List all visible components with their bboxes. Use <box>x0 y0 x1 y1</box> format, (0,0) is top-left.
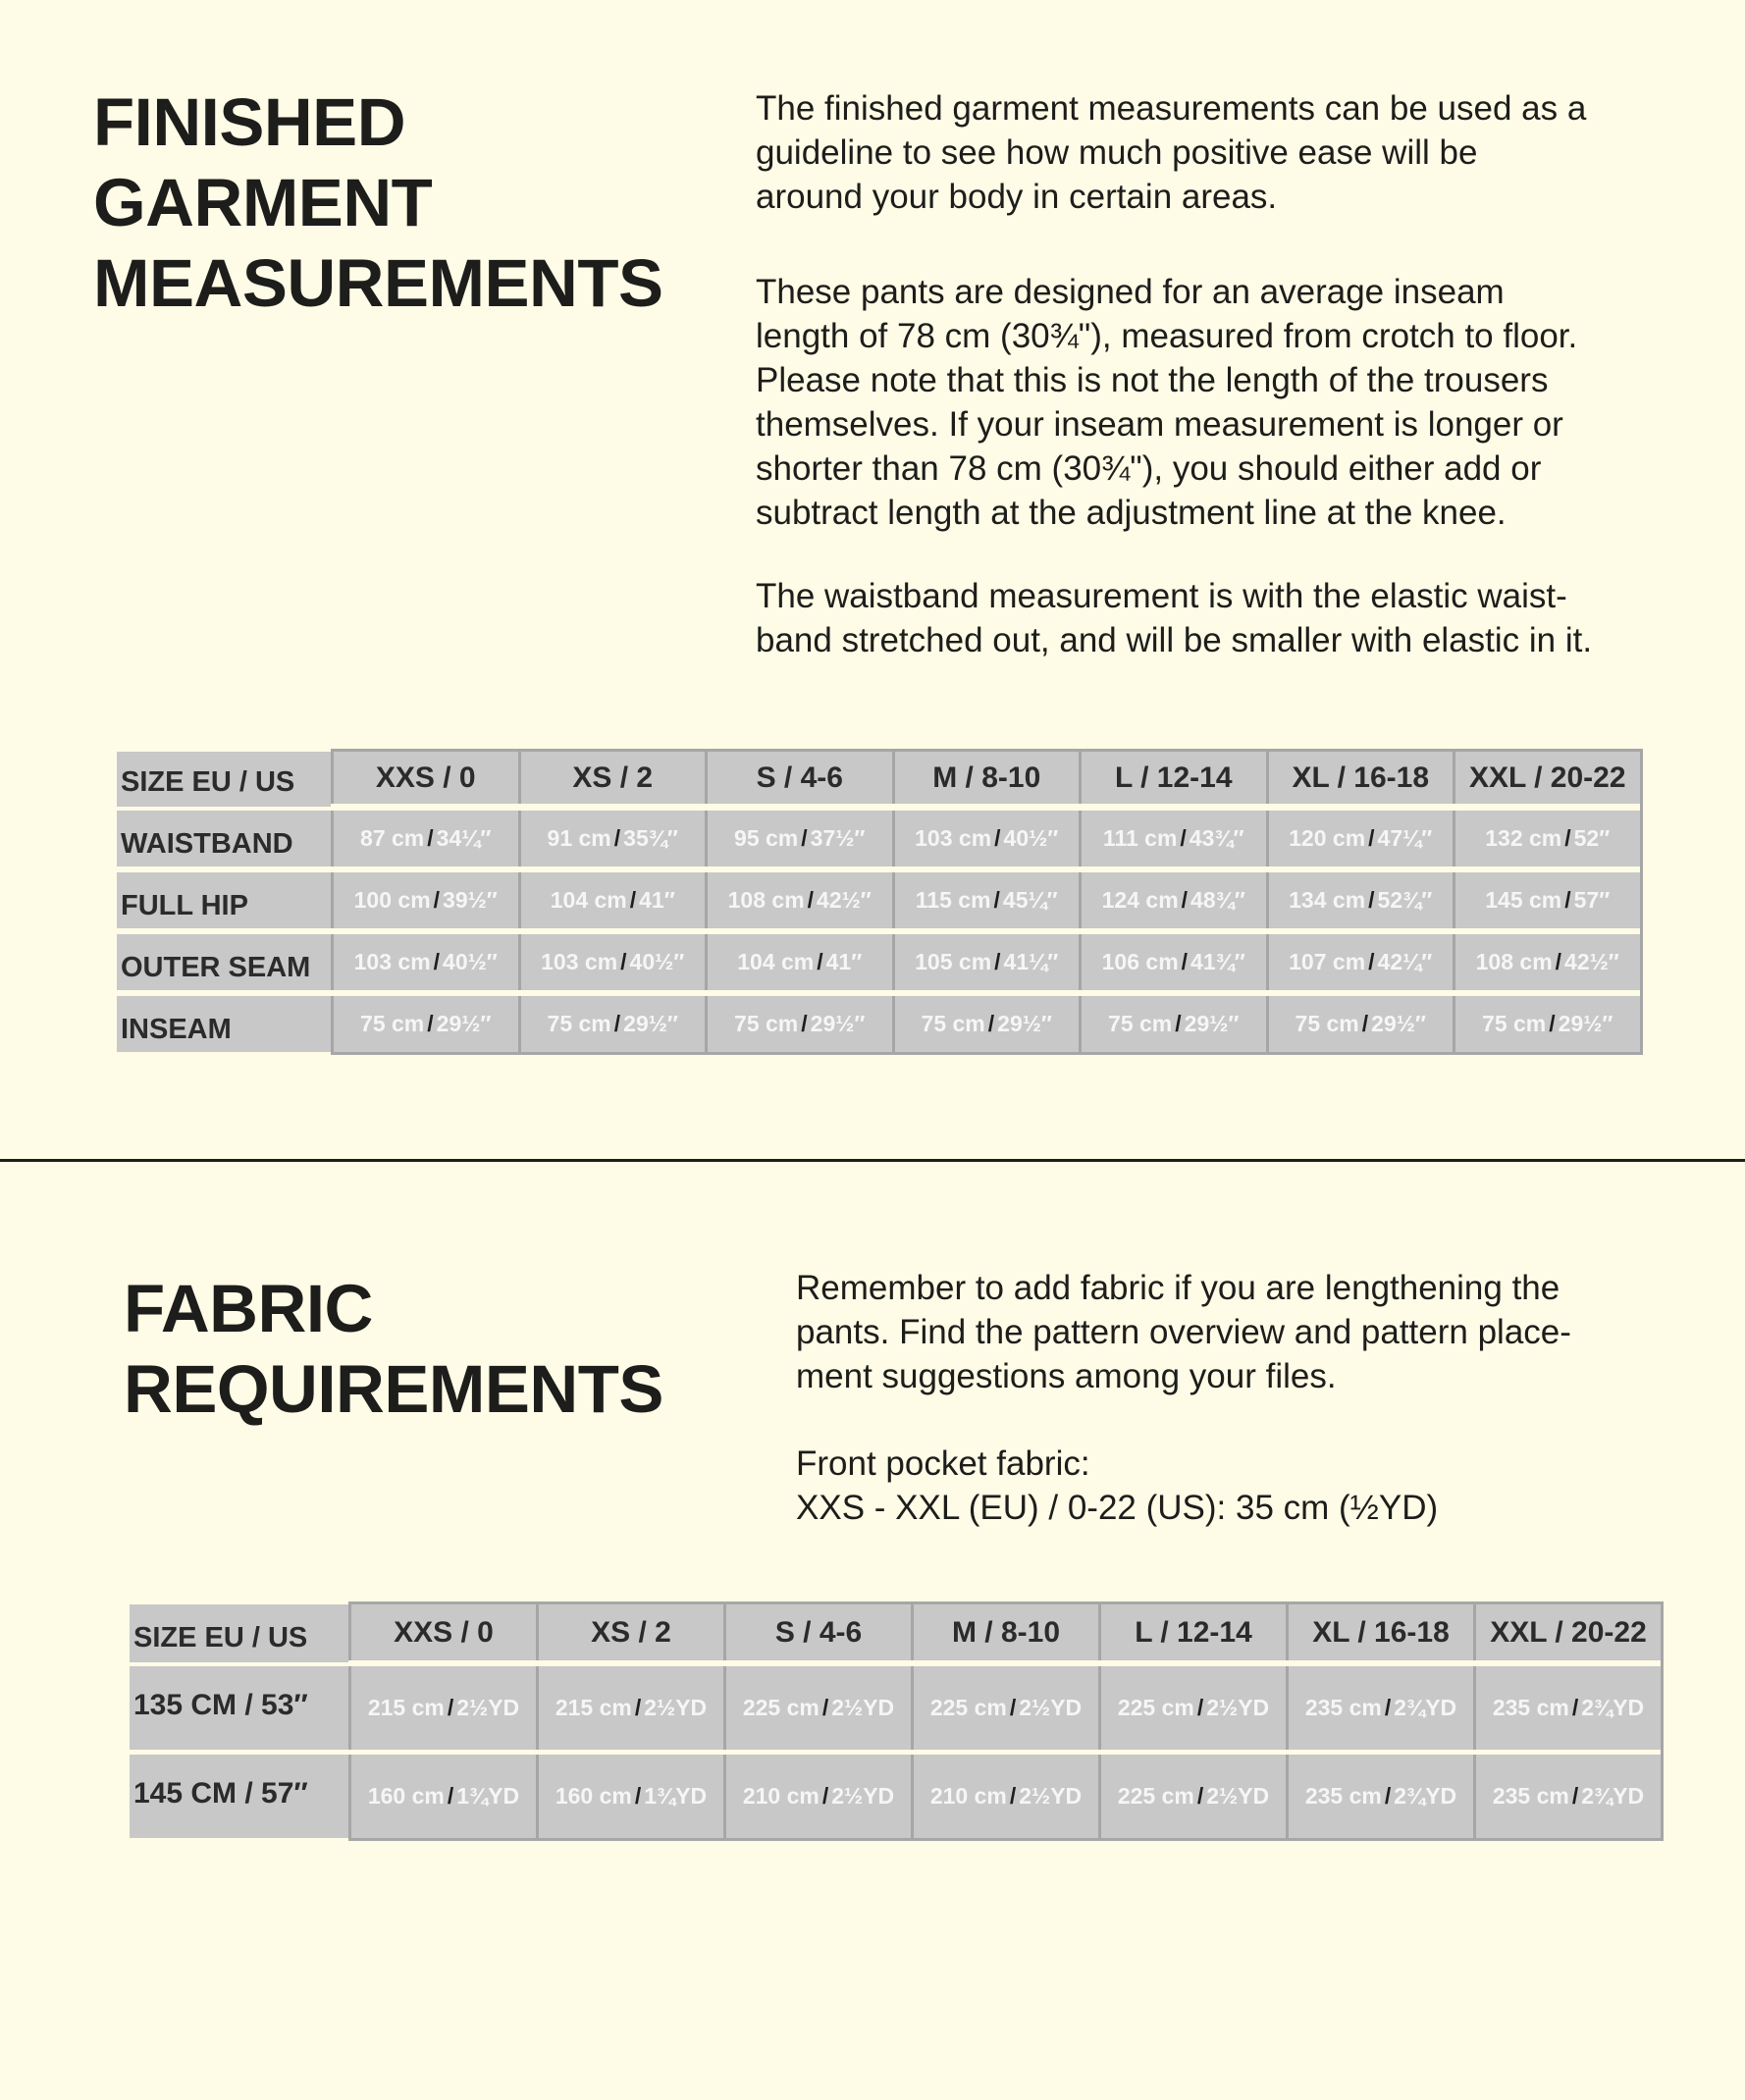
cell-cm-value: 132 cm <box>1485 825 1562 851</box>
size-column-header: S / 4-6 <box>705 749 892 804</box>
cell-cm-value: 145 cm <box>1485 887 1562 913</box>
cell-separator: / <box>427 1011 434 1036</box>
table-border <box>348 1838 1664 1841</box>
cell-imperial-value: 2¾YD <box>1581 1783 1645 1809</box>
measurement-cell <box>1266 996 1454 1052</box>
cell-separator: / <box>801 1011 808 1036</box>
measurement-cell <box>723 1755 911 1838</box>
measurement-cell <box>518 811 706 866</box>
cell-imperial-value: 34¼″ <box>436 825 492 851</box>
cell-separator: / <box>1175 1011 1182 1036</box>
cell-cm-value: 75 cm <box>360 1011 425 1036</box>
cell-cm-value: 75 cm <box>1482 1011 1547 1036</box>
cell-imperial-value: 2½YD <box>644 1695 708 1720</box>
row-label: INSEAM <box>117 996 331 1052</box>
measurement-cell <box>536 1755 723 1838</box>
measurement-cell <box>911 1666 1098 1750</box>
cell-imperial-value: 40½″ <box>629 949 685 974</box>
size-column-header: XXL / 20-22 <box>1453 749 1640 804</box>
section-divider <box>0 1159 1745 1162</box>
intro-paragraph <box>756 86 1586 219</box>
measurement-cell <box>518 934 706 990</box>
cell-cm-value: 75 cm <box>734 1011 799 1036</box>
cell-imperial-value: 2¾YD <box>1394 1783 1457 1809</box>
cell-separator: / <box>1384 1783 1392 1809</box>
cell-separator: / <box>433 949 441 974</box>
cell-imperial-value: 57″ <box>1573 887 1611 913</box>
cell-cm-value: 134 cm <box>1289 887 1366 913</box>
title-line: FINISHED <box>93 84 406 160</box>
cell-cm-value: 225 cm <box>742 1695 820 1720</box>
cell-separator: / <box>1361 1011 1369 1036</box>
title-line: GARMENT <box>93 165 433 240</box>
cell-separator: / <box>1181 887 1189 913</box>
cell-imperial-value: 41″ <box>825 949 863 974</box>
measurement-cell <box>1266 872 1454 928</box>
cell-imperial-value: 48¾″ <box>1190 887 1245 913</box>
cell-cm-value: 104 cm <box>550 887 627 913</box>
text-line: around your body in certain areas. <box>756 178 1278 216</box>
cell-separator: / <box>1564 825 1571 851</box>
cell-separator: / <box>433 887 441 913</box>
measurement-cell <box>705 934 892 990</box>
measurement-cell <box>331 934 518 990</box>
cell-separator: / <box>817 949 823 974</box>
measurement-cell <box>1079 811 1266 866</box>
cell-cm-value: 215 cm <box>367 1695 445 1720</box>
measurement-cell <box>705 811 892 866</box>
text-line: guideline to see how much positive ease will be <box>756 133 1478 172</box>
size-column-header: S / 4-6 <box>723 1601 911 1660</box>
cell-cm-value: 225 cm <box>1117 1695 1194 1720</box>
cell-imperial-value: 29½″ <box>1371 1011 1426 1036</box>
cell-imperial-value: 41¾″ <box>1190 949 1245 974</box>
cell-cm-value: 111 cm <box>1102 825 1178 851</box>
cell-imperial-value: 2½YD <box>1019 1695 1083 1720</box>
cell-imperial-value: 42½″ <box>817 887 872 913</box>
text-line: Please note that this is not the length of the trousers <box>756 361 1549 399</box>
size-column-header: XXS / 0 <box>348 1601 536 1660</box>
cell-cm-value: 210 cm <box>929 1783 1007 1809</box>
cell-separator: / <box>613 1011 621 1036</box>
size-column-header: XS / 2 <box>536 1601 723 1660</box>
cell-cm-value: 75 cm <box>1295 1011 1359 1036</box>
cell-imperial-value: 2½YD <box>1206 1783 1270 1809</box>
cell-imperial-value: 37½″ <box>810 825 866 851</box>
cell-separator: / <box>1571 1695 1579 1720</box>
text-line: XXS - XXL (EU) / 0-22 (US): 35 cm (½YD) <box>796 1489 1439 1527</box>
cell-cm-value: 108 cm <box>727 887 805 913</box>
measurement-cell <box>892 996 1080 1052</box>
measurement-cell <box>705 996 892 1052</box>
cell-separator: / <box>1368 825 1375 851</box>
title-line: REQUIREMENTS <box>124 1351 663 1427</box>
size-column-header: XXL / 20-22 <box>1473 1601 1661 1660</box>
cell-cm-value: 160 cm <box>555 1783 632 1809</box>
size-header-label: SIZE EU / US <box>117 752 331 807</box>
cell-separator: / <box>1181 949 1189 974</box>
cell-cm-value: 103 cm <box>915 825 992 851</box>
measurement-cell <box>1079 872 1266 928</box>
cell-imperial-value: 42¼″ <box>1377 949 1433 974</box>
cell-cm-value: 75 cm <box>1108 1011 1173 1036</box>
measurement-cell <box>723 1666 911 1750</box>
cell-cm-value: 210 cm <box>742 1783 820 1809</box>
text-line: Front pocket fabric: <box>796 1444 1090 1483</box>
cell-cm-value: 235 cm <box>1304 1783 1382 1809</box>
cell-imperial-value: 29½″ <box>810 1011 866 1036</box>
cell-cm-value: 95 cm <box>734 825 799 851</box>
cell-imperial-value: 29½″ <box>436 1011 492 1036</box>
cell-cm-value: 235 cm <box>1492 1783 1569 1809</box>
measurement-cell <box>536 1666 723 1750</box>
cell-imperial-value: 40½″ <box>1003 825 1059 851</box>
row-label: 135 CM / 53″ <box>130 1666 348 1750</box>
cell-cm-value: 106 cm <box>1101 949 1179 974</box>
cell-imperial-value: 29½″ <box>1558 1011 1613 1036</box>
text-line: length of 78 cm (30¾"), measured from crotch to floor. <box>756 317 1578 355</box>
cell-cm-value: 225 cm <box>1117 1783 1194 1809</box>
text-line: pants. Find the pattern overview and pattern place- <box>796 1313 1571 1351</box>
text-line: ment suggestions among your files. <box>796 1357 1337 1395</box>
cell-imperial-value: 41″ <box>639 887 675 913</box>
cell-imperial-value: 42½″ <box>1564 949 1619 974</box>
cell-cm-value: 75 cm <box>921 1011 985 1036</box>
cell-cm-value: 87 cm <box>360 825 425 851</box>
measurement-cell <box>892 811 1080 866</box>
cell-imperial-value: 29½″ <box>1184 1011 1240 1036</box>
cell-separator: / <box>1196 1783 1204 1809</box>
cell-imperial-value: 2½YD <box>831 1783 895 1809</box>
row-label: OUTER SEAM <box>117 934 331 990</box>
size-column-header: M / 8-10 <box>911 1601 1098 1660</box>
cell-imperial-value: 29½″ <box>997 1011 1052 1036</box>
measurement-cell <box>331 872 518 928</box>
size-column-header: XS / 2 <box>518 749 706 804</box>
measurement-cell <box>331 811 518 866</box>
size-column-header: L / 12-14 <box>1098 1601 1286 1660</box>
cell-separator: / <box>807 887 815 913</box>
cell-imperial-value: 40½″ <box>443 949 498 974</box>
measurement-cell <box>348 1666 536 1750</box>
cell-separator: / <box>1555 949 1562 974</box>
cell-separator: / <box>447 1695 454 1720</box>
cell-cm-value: 103 cm <box>541 949 618 974</box>
text-line: The waistband measurement is with the elastic waist- <box>756 577 1567 615</box>
table-border <box>331 1052 1643 1055</box>
measurement-cell <box>518 872 706 928</box>
cell-imperial-value: 35¾″ <box>623 825 678 851</box>
cell-separator: / <box>1368 949 1375 974</box>
cell-separator: / <box>994 825 1001 851</box>
cell-cm-value: 215 cm <box>555 1695 632 1720</box>
cell-imperial-value: 52″ <box>1573 825 1611 851</box>
cell-separator: / <box>613 825 621 851</box>
cell-separator: / <box>1180 825 1187 851</box>
pocket-fabric-paragraph <box>796 1442 1438 1530</box>
cell-imperial-value: 2½YD <box>831 1695 895 1720</box>
measurement-cell <box>1453 934 1640 990</box>
cell-separator: / <box>634 1695 642 1720</box>
cell-imperial-value: 2¾YD <box>1394 1695 1457 1720</box>
cell-imperial-value: 2¾YD <box>1581 1695 1645 1720</box>
cell-separator: / <box>994 949 1001 974</box>
text-line: shorter than 78 cm (30¾"), you should either add or <box>756 449 1542 488</box>
size-column-header: XL / 16-18 <box>1286 1601 1473 1660</box>
cell-separator: / <box>1564 887 1571 913</box>
size-column-header: M / 8-10 <box>892 749 1080 804</box>
cell-separator: / <box>629 887 637 913</box>
row-label: 145 CM / 57″ <box>130 1755 348 1838</box>
measurement-cell <box>1453 811 1640 866</box>
cell-cm-value: 120 cm <box>1289 825 1366 851</box>
cell-separator: / <box>447 1783 454 1809</box>
measurement-cell <box>331 996 518 1052</box>
cell-separator: / <box>1009 1783 1017 1809</box>
cell-cm-value: 91 cm <box>547 825 611 851</box>
cell-separator: / <box>987 1011 995 1036</box>
text-line: Remember to add fabric if you are lengthening the <box>796 1269 1560 1307</box>
cell-imperial-value: 45¼″ <box>1002 887 1058 913</box>
size-column-header: XXS / 0 <box>331 749 518 804</box>
cell-imperial-value: 2½YD <box>1206 1695 1270 1720</box>
text-line: band stretched out, and will be smaller with elastic in it. <box>756 621 1593 659</box>
finished-measurements-title <box>93 82 663 324</box>
cell-imperial-value: 2½YD <box>456 1695 520 1720</box>
measurement-cell <box>1473 1666 1661 1750</box>
cell-cm-value: 100 cm <box>353 887 431 913</box>
cell-separator: / <box>1384 1695 1392 1720</box>
size-column-header: XL / 16-18 <box>1266 749 1454 804</box>
title-line: FABRIC <box>124 1271 373 1346</box>
measurement-cell <box>348 1755 536 1838</box>
waistband-paragraph <box>756 574 1592 662</box>
text-line: These pants are designed for an average inseam <box>756 273 1505 311</box>
cell-imperial-value: 41¼″ <box>1003 949 1059 974</box>
cell-imperial-value: 2½YD <box>1019 1783 1083 1809</box>
cell-cm-value: 75 cm <box>547 1011 611 1036</box>
measurement-cell <box>1098 1666 1286 1750</box>
size-column-header: L / 12-14 <box>1079 749 1266 804</box>
cell-cm-value: 103 cm <box>353 949 431 974</box>
table-border <box>1661 1601 1664 1841</box>
row-label: FULL HIP <box>117 872 331 928</box>
cell-separator: / <box>634 1783 642 1809</box>
cell-cm-value: 235 cm <box>1492 1695 1569 1720</box>
cell-cm-value: 124 cm <box>1101 887 1179 913</box>
cell-separator: / <box>821 1695 829 1720</box>
cell-separator: / <box>993 887 1000 913</box>
measurement-cell <box>1286 1666 1473 1750</box>
cell-cm-value: 107 cm <box>1289 949 1366 974</box>
cell-separator: / <box>1196 1695 1204 1720</box>
cell-imperial-value: 47¼″ <box>1377 825 1433 851</box>
table-border <box>1640 749 1643 1055</box>
title-line: MEASUREMENTS <box>93 245 663 321</box>
cell-separator: / <box>620 949 627 974</box>
cell-imperial-value: 43¾″ <box>1189 825 1244 851</box>
cell-imperial-value: 52¾″ <box>1377 887 1433 913</box>
inseam-paragraph <box>756 270 1577 535</box>
measurement-cell <box>1098 1755 1286 1838</box>
cell-cm-value: 104 cm <box>737 949 815 974</box>
measurement-cell <box>1453 996 1640 1052</box>
cell-cm-value: 235 cm <box>1304 1695 1382 1720</box>
cell-imperial-value: 29½″ <box>623 1011 678 1036</box>
cell-separator: / <box>427 825 434 851</box>
cell-cm-value: 160 cm <box>367 1783 445 1809</box>
measurement-cell <box>1286 1755 1473 1838</box>
measurement-cell <box>1473 1755 1661 1838</box>
cell-separator: / <box>1549 1011 1556 1036</box>
cell-cm-value: 115 cm <box>915 887 991 913</box>
fabric-requirements-title <box>124 1269 663 1430</box>
cell-imperial-value: 1¾YD <box>456 1783 520 1809</box>
measurement-cell <box>705 872 892 928</box>
measurement-cell <box>1079 934 1266 990</box>
text-line: The finished garment measurements can be used as a <box>756 89 1587 128</box>
measurement-cell <box>1266 811 1454 866</box>
measurement-cell <box>518 996 706 1052</box>
measurement-cell <box>892 872 1080 928</box>
fabric-intro-paragraph <box>796 1266 1571 1398</box>
measurement-cell <box>1453 872 1640 928</box>
text-line: themselves. If your inseam measurement is longer or <box>756 405 1563 444</box>
text-line: subtract length at the adjustment line at the knee. <box>756 494 1507 532</box>
cell-cm-value: 108 cm <box>1475 949 1553 974</box>
cell-imperial-value: 1¾YD <box>644 1783 708 1809</box>
measurement-cell <box>911 1755 1098 1838</box>
cell-separator: / <box>1009 1695 1017 1720</box>
cell-cm-value: 225 cm <box>929 1695 1007 1720</box>
size-header-label: SIZE EU / US <box>130 1604 348 1662</box>
measurement-cell <box>892 934 1080 990</box>
cell-cm-value: 105 cm <box>915 949 992 974</box>
cell-separator: / <box>1571 1783 1579 1809</box>
measurement-cell <box>1079 996 1266 1052</box>
cell-separator: / <box>1368 887 1375 913</box>
cell-imperial-value: 39½″ <box>443 887 498 913</box>
measurement-cell <box>1266 934 1454 990</box>
cell-separator: / <box>801 825 808 851</box>
cell-separator: / <box>821 1783 829 1809</box>
row-label: WAISTBAND <box>117 811 331 866</box>
